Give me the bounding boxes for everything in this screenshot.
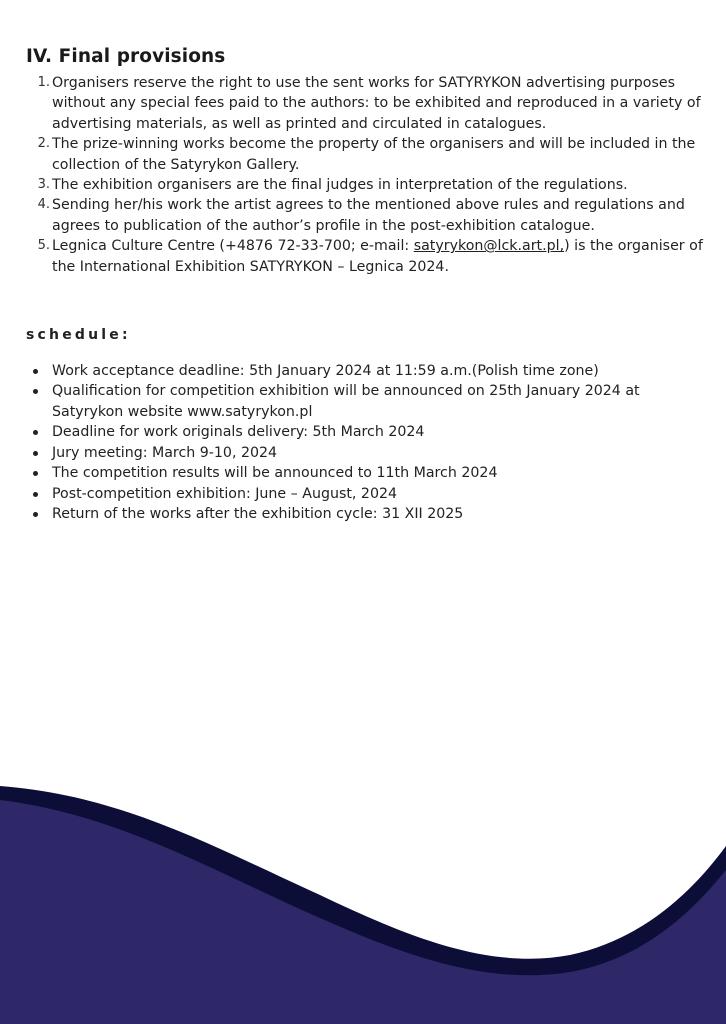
provision-text: Sending her/his work the artist agrees to the mentioned above rules and regulations and agrees to publication of the author’s profile in the post-exhibition catalogue.	[52, 197, 685, 234]
provision-item	[26, 175, 706, 195]
wave-main-band	[0, 800, 726, 1024]
schedule-heading: schedule:	[26, 327, 131, 344]
schedule-item-text: Deadline for work originals delivery: 5th March 2024	[52, 424, 425, 441]
page-content	[26, 46, 706, 524]
provision-number: 1.	[37, 75, 50, 90]
bullet-icon	[33, 492, 38, 497]
bullet-icon	[33, 369, 38, 374]
bullet-icon	[33, 389, 38, 394]
provisions-list	[26, 73, 706, 277]
provision-text: Organisers reserve the right to use the sent works for SATYRYKON advertising purposes without any special fees paid to the authors: to be exhibited and reproduced in a variety of advertising materials, as well as printed and circulated in catalogues.	[52, 75, 701, 132]
schedule-item	[26, 422, 706, 442]
schedule-item-text: Post-competition exhibition: June – August, 2024	[52, 485, 398, 502]
provision-number: 2.	[37, 136, 50, 152]
schedule-item-text: Jury meeting: March 9-10, 2024	[52, 444, 278, 461]
section-title: IV. Final provisions	[26, 46, 226, 67]
schedule-item	[26, 484, 706, 504]
provision-item	[26, 73, 706, 134]
bullet-icon	[33, 451, 38, 456]
email-link[interactable]: satyrykon@lck.art.pl,	[413, 238, 565, 255]
schedule-list	[26, 361, 706, 524]
provision-item	[26, 236, 706, 277]
provision-item	[26, 134, 706, 175]
schedule-item-text: Work acceptance deadline: 5th January 2024 at 11:59 a.m.(Polish time zone)	[52, 363, 599, 380]
provision-text-after: ) is the organiser of the International Exhibition SATYRYKON – Legnica 2024.	[52, 238, 703, 275]
schedule-item-text: The competition results will be announced to 11th March 2024	[52, 465, 498, 482]
schedule-item	[26, 361, 706, 381]
schedule-item	[26, 443, 706, 463]
schedule-item-text: Return of the works after the exhibition cycle: 31 XII 2025	[52, 505, 464, 522]
schedule-item-text: Qualification for competition exhibition will be announced on 25th January 2024 at Satyrykon website www.satyrykon.pl	[52, 383, 640, 420]
provision-item	[26, 195, 706, 236]
provision-number: 3.	[37, 177, 50, 193]
bullet-icon	[33, 512, 38, 517]
provision-number: 4.	[37, 197, 50, 213]
bullet-icon	[33, 471, 38, 476]
provision-text-before: Legnica Culture Centre (+4876 72-33-700; e-mail:	[52, 238, 414, 255]
provision-text: The prize-winning works become the property of the organisers and will be included in the collection of the Satyrykon Gallery.	[52, 136, 696, 173]
schedule-item	[26, 504, 706, 524]
schedule-item	[26, 463, 706, 483]
footer-wave-decoration	[0, 780, 726, 1024]
provision-number: 5.	[37, 238, 50, 254]
schedule-item	[26, 381, 706, 422]
provision-text: The exhibition organisers are the final judges in interpretation of the regulations.	[52, 177, 628, 194]
bullet-icon	[33, 430, 38, 435]
